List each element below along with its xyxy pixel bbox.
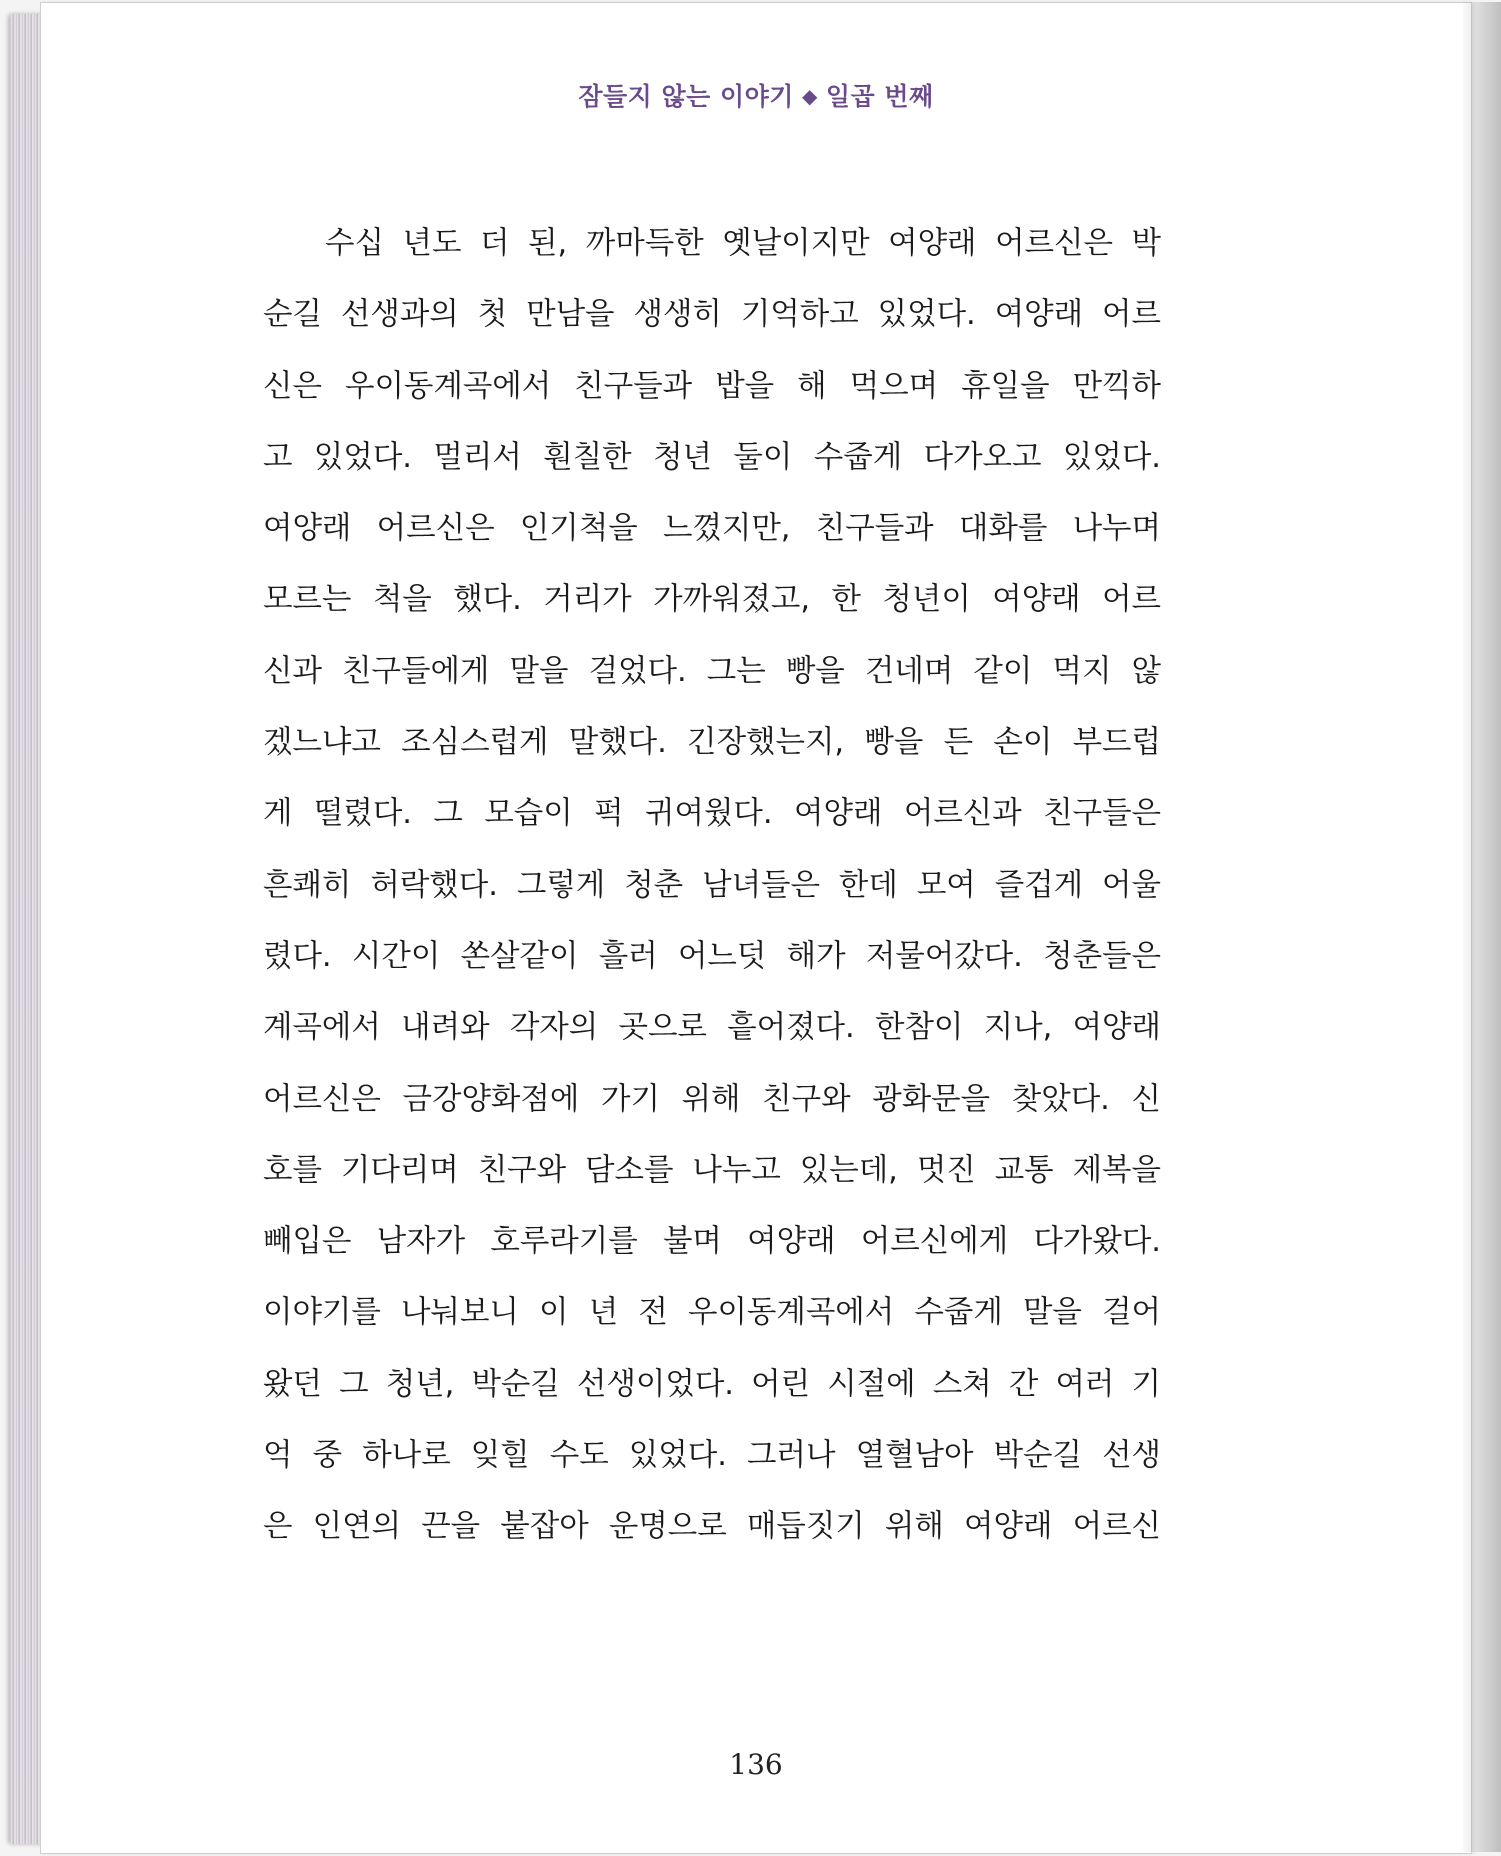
page-gutter-shadow (1463, 2, 1501, 1852)
text-line: 호를 기다리며 친구와 담소를 나누고 있는데, 멋진 교통 제복을 (263, 1152, 1161, 1188)
text-line: 여양래 어르신은 인기척을 느꼈지만, 친구들과 대화를 나누며 (263, 511, 1161, 547)
text-line: 신은 우이동계곡에서 친구들과 밥을 해 먹으며 휴일을 만끽하 (263, 368, 1161, 404)
text-line: 흔쾌히 허락했다. 그렇게 청춘 남녀들은 한데 모여 즐겁게 어울 (263, 867, 1161, 903)
body-text (263, 208, 1161, 1563)
text-line: 은 인연의 끈을 붙잡아 운명으로 매듭짓기 위해 여양래 어르신 (263, 1509, 1161, 1545)
text-line: 어르신은 금강양화점에 가기 위해 친구와 광화문을 찾았다. 신 (263, 1081, 1161, 1117)
text-line: 렸다. 시간이 쏜살같이 흘러 어느덧 해가 저물어갔다. 청춘들은 (263, 938, 1161, 974)
text-line: 모르는 척을 했다. 거리가 가까워졌고, 한 청년이 여양래 어르 (263, 582, 1161, 618)
header-title: 잠들지 않는 이야기 (578, 82, 794, 111)
text-line: 왔던 그 청년, 박순길 선생이었다. 어린 시절에 스쳐 간 여러 기 (263, 1366, 1161, 1402)
text-line: 억 중 하나로 잊힐 수도 있었다. 그러나 열혈남아 박순길 선생 (263, 1438, 1161, 1474)
running-header (41, 77, 1471, 113)
text-line: 순길 선생과의 첫 만남을 생생히 기억하고 있었다. 여양래 어르 (263, 297, 1161, 333)
diamond-icon: ◆ (801, 84, 818, 108)
text-line: 신과 친구들에게 말을 걸었다. 그는 빵을 건네며 같이 먹지 않 (263, 653, 1161, 689)
header-subtitle: 일곱 번째 (825, 82, 934, 111)
page-number: 136 (729, 1748, 783, 1781)
text-line: 게 떨렸다. 그 모습이 퍽 귀여웠다. 여양래 어르신과 친구들은 (263, 796, 1161, 832)
text-line: 겠느냐고 조심스럽게 말했다. 긴장했는지, 빵을 든 손이 부드럽 (263, 725, 1161, 761)
text-line: 고 있었다. 멀리서 훤칠한 청년 둘이 수줍게 다가오고 있었다. (263, 439, 1161, 475)
text-line: 수십 년도 더 된, 까마득한 옛날이지만 여양래 어르신은 박 (325, 226, 1161, 261)
text-line: 계곡에서 내려와 각자의 곳으로 흩어졌다. 한참이 지나, 여양래 (263, 1010, 1161, 1046)
text-line: 이야기를 나눠보니 이 년 전 우이동계곡에서 수줍게 말을 걸어 (263, 1295, 1161, 1331)
book-page (40, 2, 1472, 1854)
text-line: 빼입은 남자가 호루라기를 불며 여양래 어르신에게 다가왔다. (263, 1224, 1161, 1260)
